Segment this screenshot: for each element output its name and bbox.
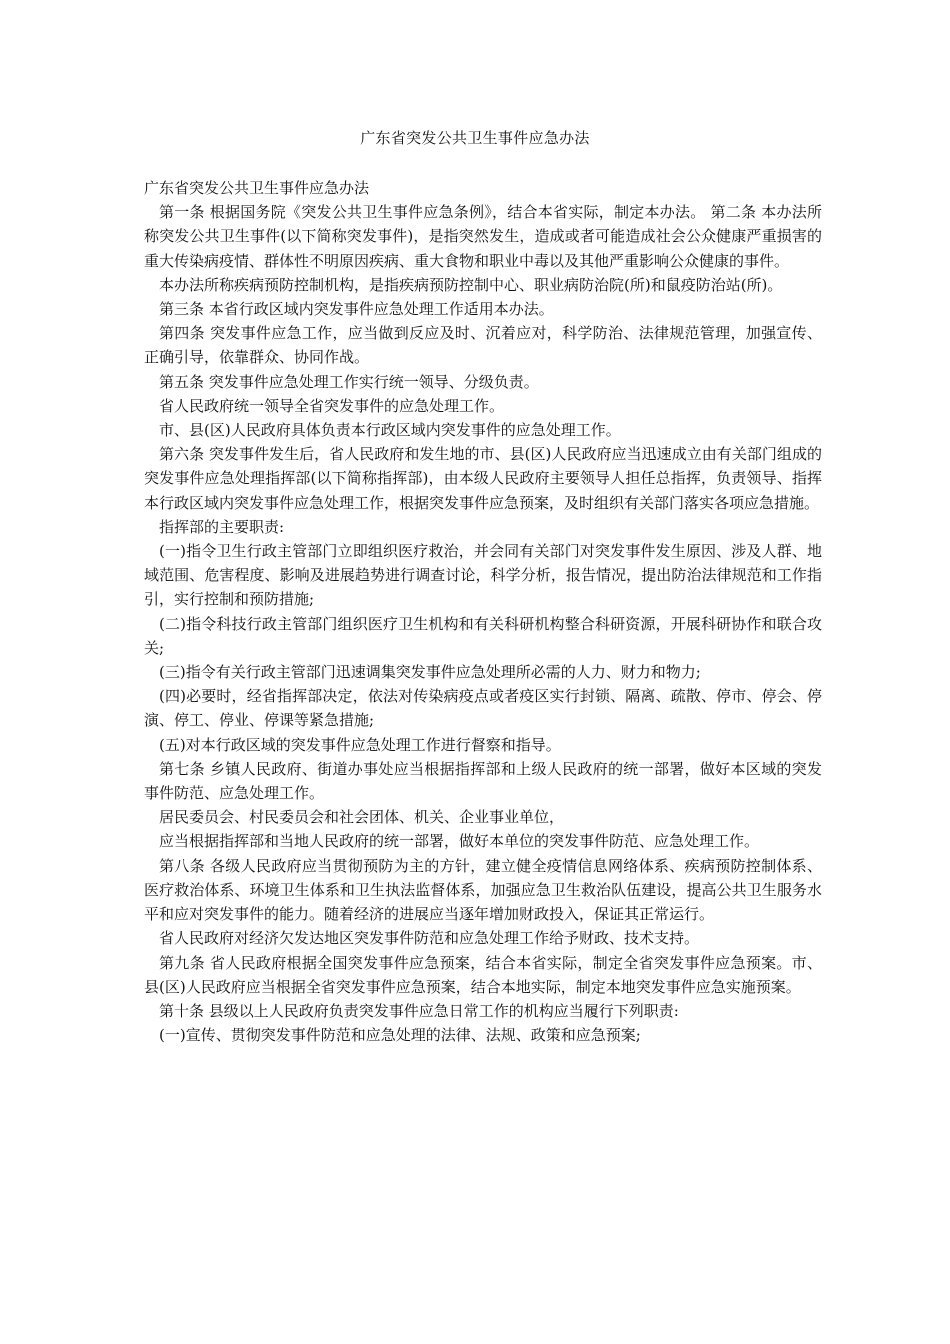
body-paragraph: 第七条 乡镇人民政府、街道办事处应当根据指挥部和上级人民政府的统一部署，做好本区域的突发事件防范、应急处理工作。: [144, 759, 822, 803]
body-paragraph: 市、县(区)人民政府具体负责本行政区域内突发事件的应急处理工作。: [159, 421, 621, 440]
body-paragraph: (五)对本行政区域的突发事件应急处理工作进行督察和指导。: [159, 735, 561, 754]
body-paragraph: 本办法所称疾病预防控制机构，是指疾病预防控制中心、职业病防治院(所)和鼠疫防治站(所)。: [159, 275, 783, 294]
body-paragraph: (四)必要时，经省指挥部决定，依法对传染病疫点或者疫区实行封锁、隔离、疏散、停市、停会、停演、停工、停业、停课等紧急措施;: [144, 687, 822, 730]
body-paragraph: 第五条 突发事件应急处理工作实行统一领导、分级负责。: [159, 372, 539, 391]
body-paragraph: 第十条 县级以上人民政府负责突发事件应急日常工作的机构应当履行下列职责:: [159, 1001, 679, 1020]
body-paragraph: 第九条 省人民政府根据全国突发事件应急预案，结合本省实际，制定全省突发事件应急预案。市、县(区)人民政府应当根据全省突发事件应急预案，结合本地实际，制定本地突发事件应急实施预案。: [144, 953, 822, 996]
body-paragraph: (二)指令科技行政主管部门组织医疗卫生机构和有关科研机构整合科研资源，开展科研协作和联合攻关;: [144, 614, 822, 657]
document-subheading: 广东省突发公共卫生事件应急办法: [144, 179, 370, 197]
body-paragraph: 第八条 各级人民政府应当贯彻预防为主的方针，建立健全疫情信息网络体系、疾病预防控制体系、医疗救治体系、环境卫生体系和卫生执法监督体系，加强应急卫生救治队伍建设，提高公共卫生服务水平和应对突发事件的能力。随着经济的进展应当逐年增加财政投入，保证其正常运行。: [144, 856, 822, 924]
body-paragraph: 应当根据指挥部和当地人民政府的统一部署，做好本单位的突发事件防范、应急处理工作。: [159, 832, 760, 851]
body-paragraph: (三)指令有关行政主管部门迅速调集突发事件应急处理所必需的人力、财力和物力;: [159, 663, 701, 682]
body-paragraph: 省人民政府统一领导全省突发事件的应急处理工作。: [159, 396, 505, 415]
document-body: [144, 176, 822, 1047]
body-paragraph: 第六条 突发事件发生后，省人民政府和发生地的市、县(区)人民政府应当迅速成立由有关部门组成的突发事件应急处理指挥部(以下简称指挥部)，由本级人民政府主要领导人担任总指挥，负责领导、指挥本行政区域内突发事件应急处理工作，根据突发事件应急预案，及时组织有关部门落实各项应急措施。: [144, 445, 822, 512]
body-paragraph: (一)指令卫生行政主管部门立即组织医疗救治，并会同有关部门对突发事件发生原因、涉及人群、地域范围、危害程度、影响及进展趋势进行调查讨论，科学分析，报告情况，提出防治法律规范和工作指引，实行控制和预防措施;: [144, 542, 822, 609]
body-paragraph: 第一条 根据国务院《突发公共卫生事件应急条例》，结合本省实际，制定本办法。 第二条 本办法所称突发公共卫生事件(以下简称突发事件)，是指突然发生，造成或者可能造成社会公众健康严重损害的重大传染病疫情、群体性不明原因疾病、重大食物和职业中毒以及其他严重影响公众健康的事件。: [144, 203, 822, 270]
body-paragraph: 指挥部的主要职责:: [159, 517, 285, 536]
body-paragraph: 第四条 突发事件应急工作，应当做到反应及时、沉着应对，科学防治、法律规范管理，加强宣传、正确引导，依靠群众、协同作战。: [144, 324, 822, 367]
document-title: 广东省突发公共卫生事件应急办法: [360, 129, 590, 147]
body-paragraph: 省人民政府对经济欠发达地区突发事件防范和应急处理工作给予财政、技术支持。: [159, 929, 700, 948]
body-paragraph: (一)宣传、贯彻突发事件防范和应急处理的法律、法规、政策和应急预案;: [159, 1026, 641, 1045]
body-paragraph: 第三条 本省行政区域内突发事件应急处理工作适用本办法。: [159, 300, 554, 319]
body-paragraph: 居民委员会、村民委员会和社会团体、机关、企业事业单位，: [159, 808, 565, 827]
